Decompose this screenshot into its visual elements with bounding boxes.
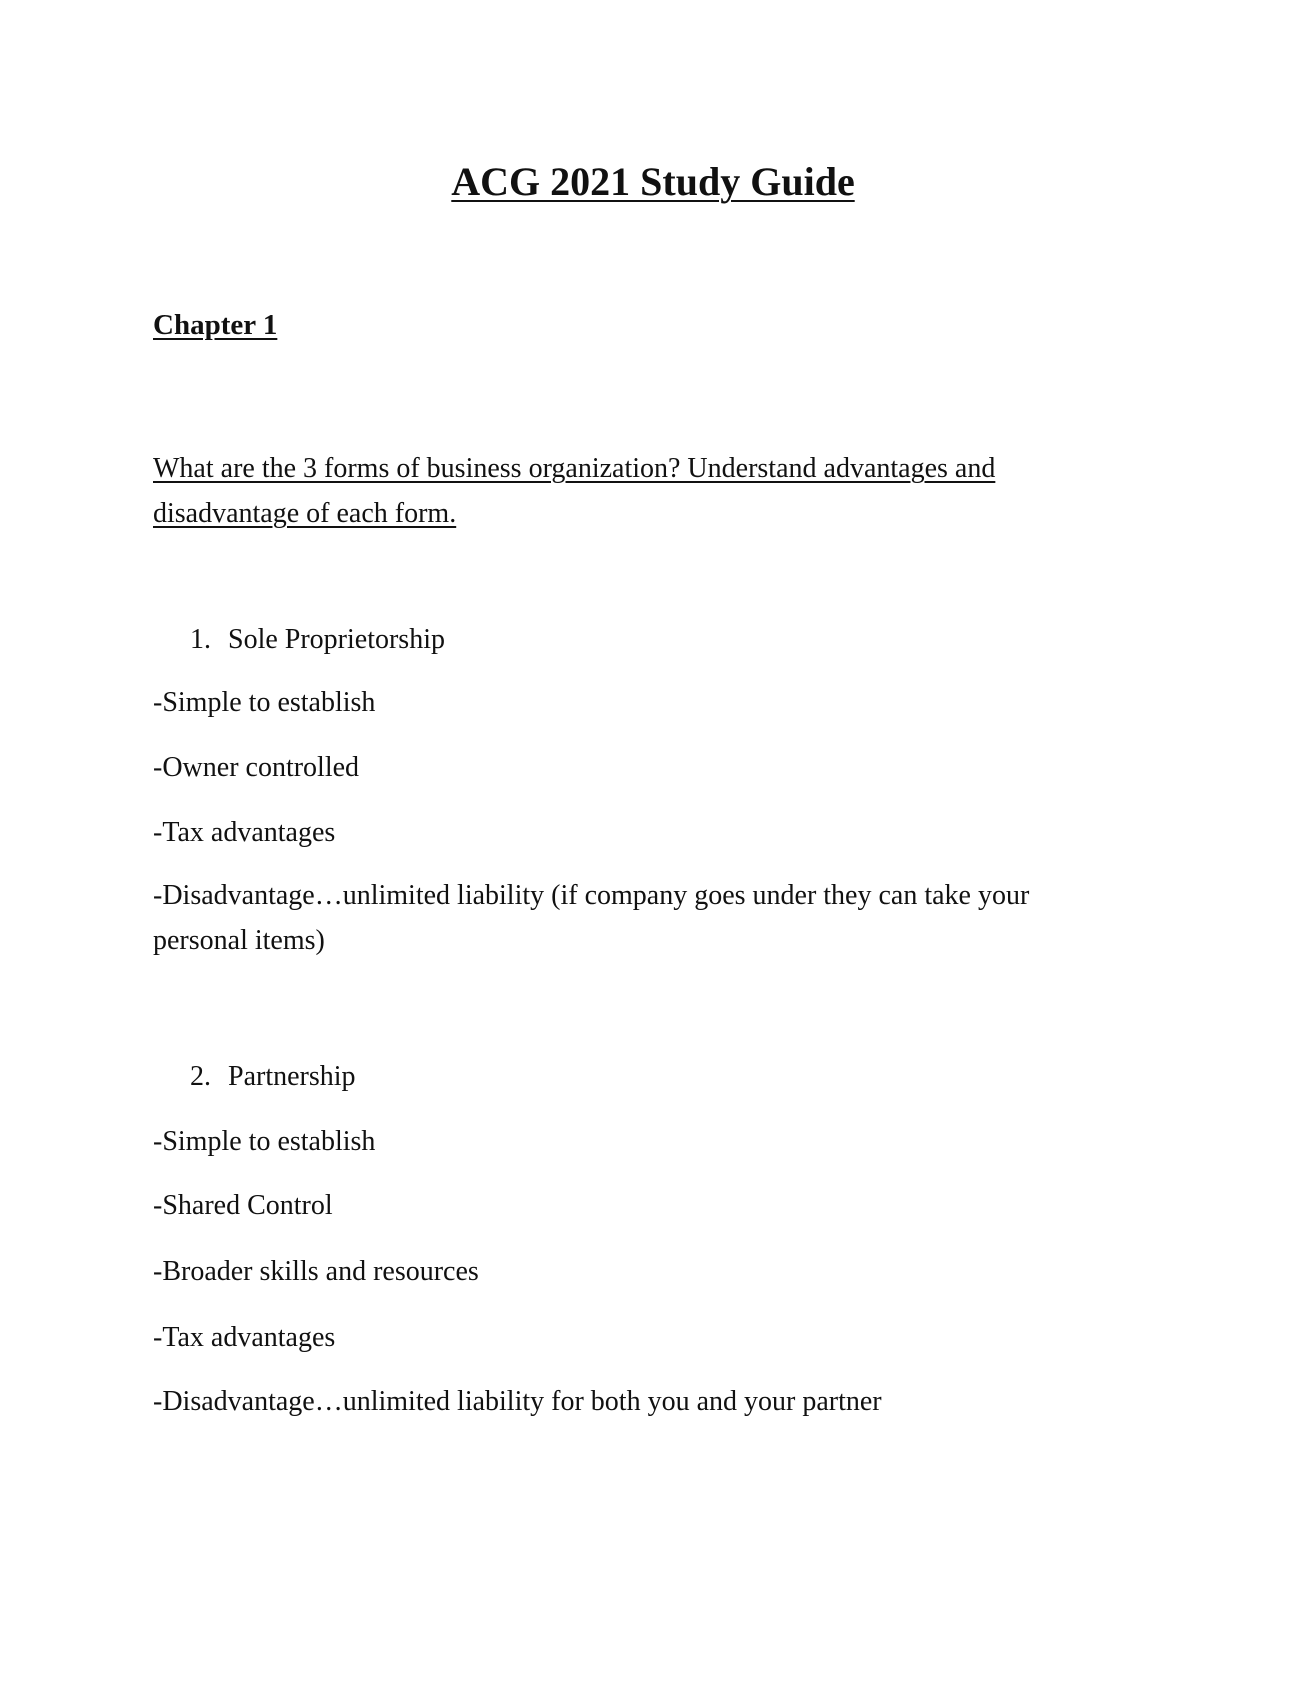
section-heading-sole-proprietorship [190, 617, 445, 662]
list-item: -Tax advantages [153, 817, 336, 848]
section-heading-partnership [190, 1054, 356, 1099]
list-item: -Disadvantage…unlimited liability (if company goes under they can take your personal items) [153, 880, 1030, 956]
section-number: 1. [190, 624, 211, 655]
list-item: -Shared Control [153, 1190, 333, 1221]
list-item: -Simple to establish [153, 1126, 376, 1157]
list-item: -Owner controlled [153, 752, 360, 783]
section-title: Sole Proprietorship [228, 624, 445, 655]
list-item: -Tax advantages [153, 1322, 336, 1353]
list-item: -Disadvantage…unlimited liability for both you and your partner [153, 1386, 882, 1417]
section-number: 2. [190, 1061, 211, 1092]
list-item: -Broader skills and resources [153, 1256, 479, 1287]
document-title: ACG 2021 Study Guide [451, 159, 855, 204]
chapter-heading: Chapter 1 [153, 309, 278, 341]
study-question: What are the 3 forms of business organization? Understand advantages and disadvantage of each form. [153, 453, 996, 529]
section-title: Partnership [228, 1061, 356, 1092]
list-item: -Simple to establish [153, 687, 376, 718]
